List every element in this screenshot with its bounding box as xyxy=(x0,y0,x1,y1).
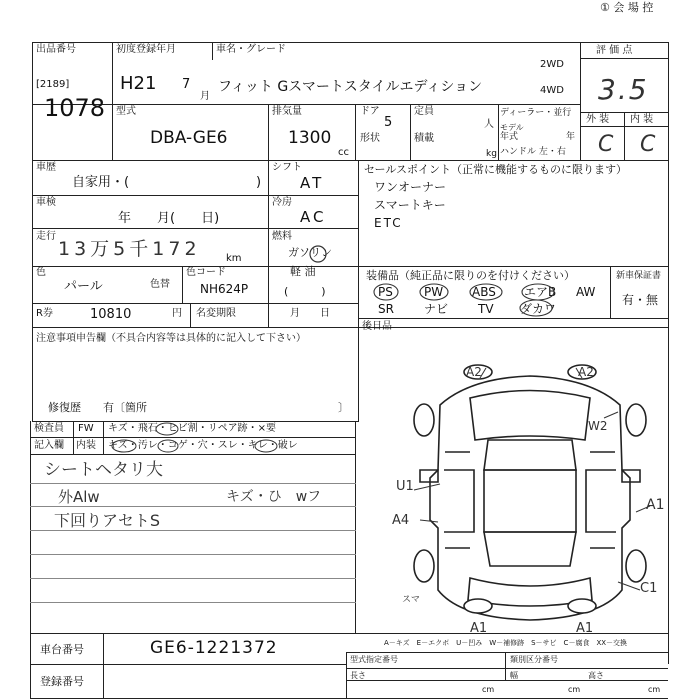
length-unit: cm xyxy=(482,685,495,694)
damage-mark: A2 xyxy=(578,365,594,379)
inspection-label: 車検 xyxy=(36,197,56,208)
color-code-label: 色コード xyxy=(186,267,226,278)
handwritten-note: 下回りアセトS xyxy=(54,511,160,530)
interior-label: 内 装 xyxy=(630,114,654,125)
damage-mark: A2 xyxy=(466,365,482,379)
ac-label: 冷房 xyxy=(272,197,292,208)
displacement-label: 排気量 xyxy=(272,106,302,117)
width-unit: cm xyxy=(568,685,581,694)
mileage: 13万5千172 xyxy=(58,238,201,260)
score: 3.5 xyxy=(598,73,649,106)
equipment-title: 装備品（純正品に限りのを付けください） xyxy=(366,269,575,282)
equip-aw: AW xyxy=(576,285,596,299)
drive-2wd: 2WD xyxy=(540,59,564,70)
ticket-amount: 10810 xyxy=(90,307,132,322)
handwritten-note: シートヘタリ大 xyxy=(44,460,163,480)
year-unit: 年 xyxy=(566,132,576,142)
drive-4wd: 4WD xyxy=(540,85,564,96)
ticket-unit: 円 xyxy=(172,308,182,319)
damage-mark: A1 xyxy=(576,621,594,636)
model-type-label: 型式 xyxy=(116,106,136,117)
warranty-value: 有・無 xyxy=(622,293,659,307)
month-unit: 月 xyxy=(200,91,210,102)
damage-mark: C1 xyxy=(640,581,658,596)
model-cert-label: 型式指定番号 xyxy=(350,655,398,664)
doors-label: ドア xyxy=(360,106,380,117)
equip-tv: TV xyxy=(478,302,494,316)
sales-title: セールスポイント（正常に機能するものに限ります） xyxy=(364,163,628,176)
equip-abs: ABS xyxy=(472,285,496,299)
mileage-label: 走行 xyxy=(36,231,56,242)
shift-label: シフト xyxy=(272,162,302,173)
sales-item: スマートキー xyxy=(374,198,446,212)
load-label: 積載 xyxy=(414,133,434,144)
notes-title: 注意事項申告欄（不具合内容等は具体的に記入して下さい） xyxy=(36,333,306,344)
exterior-grade: C xyxy=(598,132,614,157)
dealer-label: ディーラー・並行 xyxy=(500,108,572,118)
equip-pw: PW xyxy=(424,285,444,299)
color-code: NH624P xyxy=(200,282,249,296)
fuel-label: 燃料 xyxy=(272,231,292,242)
history-value: 自家用・( xyxy=(72,175,130,190)
displacement: 1300 xyxy=(288,128,332,148)
fuel-gas: ガソリン xyxy=(288,246,332,259)
displacement-unit: cc xyxy=(338,147,349,158)
color: パール xyxy=(64,279,103,294)
interior-grade: C xyxy=(640,132,656,157)
damage-mark: U1 xyxy=(396,479,414,494)
inspection-value: 年 月( 日) xyxy=(118,211,220,226)
sales-item: ETC xyxy=(374,216,403,230)
capacity-unit: 人 xyxy=(484,119,494,130)
height-label: 高さ xyxy=(588,671,604,680)
color-replace-label: 色替 xyxy=(150,279,170,290)
checks-interior: キズ・汚レ・コゲ・穴・スレ・キレ・破レ xyxy=(108,440,298,451)
damage-mark: A1 xyxy=(470,621,488,636)
lot-label: 出品番号 xyxy=(36,44,76,55)
sales-item: ワンオーナー xyxy=(374,180,447,194)
equip-sr: SR xyxy=(378,302,394,316)
damage-mark: スマ xyxy=(402,595,420,605)
ac: AC xyxy=(300,208,327,226)
warranty-label: 新車保証書 xyxy=(616,271,662,281)
class-label: 類別区分番号 xyxy=(510,655,558,664)
height-unit: cm xyxy=(648,685,661,694)
first-reg-label: 初度登録年月 xyxy=(116,44,176,55)
equip-kawa: ダカワ xyxy=(520,302,557,316)
checks-exterior: キズ・飛石・ヒビ割・リペア跡・×要 xyxy=(108,423,276,434)
ticket-label: R券 xyxy=(36,308,53,319)
name-grade-label: 車名・グレード xyxy=(216,44,286,55)
damage-mark: A4 xyxy=(392,513,410,528)
inspector-interior: 内装 xyxy=(76,440,96,451)
fuel-other: ( ) xyxy=(284,285,326,298)
page-mark: ① 会 場 控 xyxy=(600,1,654,14)
later-label: 後日品 xyxy=(362,321,392,332)
capacity-label: 定員 xyxy=(414,106,434,117)
chassis-label: 車台番号 xyxy=(40,643,84,656)
name-change-label: 名変期限 xyxy=(196,308,236,319)
width-label: 幅 xyxy=(510,671,518,680)
equip-navi: ナビ xyxy=(424,302,449,316)
lot-small: [2189] xyxy=(36,79,70,90)
model-type: DBA-GE6 xyxy=(150,128,228,148)
fuel-diesel: 軽 油 xyxy=(290,265,316,278)
exterior-label: 外 装 xyxy=(586,114,610,125)
mileage-unit: km xyxy=(226,253,242,264)
doors: 5 xyxy=(384,115,393,130)
month: 7 xyxy=(182,77,191,92)
reg-label: 登録番号 xyxy=(40,675,84,688)
inspector-label2: 記入欄 xyxy=(34,440,64,451)
chassis-number: GE6-1221372 xyxy=(150,638,278,658)
repair-close: 〕 xyxy=(338,401,349,414)
repair-label: 修復歴 有〔箇所 xyxy=(48,401,147,414)
history-label: 車歴 xyxy=(36,162,56,173)
damage-mark: A1 xyxy=(646,497,665,513)
inspector-fw: FW xyxy=(78,423,94,434)
name-change-unit: 月 日 xyxy=(290,308,330,319)
model-year-label2: 年式 xyxy=(500,132,519,142)
handwritten-note: 外Alw xyxy=(58,488,100,506)
shape-label: 形状 xyxy=(360,133,380,144)
equip-airbag: エアB xyxy=(524,285,557,299)
shift: AT xyxy=(300,174,325,192)
damage-mark: W2 xyxy=(588,419,608,433)
model-year-label1: モデル xyxy=(500,123,524,132)
color-label: 色 xyxy=(36,267,46,278)
name-grade: フィット Gスマートスタイルエディション xyxy=(218,79,483,95)
length-label: 長さ xyxy=(350,671,366,680)
handwritten-note: キズ・ひ wフ xyxy=(226,489,322,505)
score-label: 評 価 点 xyxy=(596,45,633,56)
history-close: ) xyxy=(256,175,262,190)
handle-label: ハンドル 左・右 xyxy=(500,147,566,157)
equip-ps: PS xyxy=(378,285,393,299)
load-unit: kg xyxy=(486,149,497,159)
damage-legend: A－キズ E－エクボ U－凹み W－補修跡 S－サビ C－腐食 XX－交換 xyxy=(384,639,628,647)
lot-number: 1078 xyxy=(44,94,106,122)
inspector-label1: 検査員 xyxy=(34,423,64,434)
era-year: H21 xyxy=(120,73,157,94)
